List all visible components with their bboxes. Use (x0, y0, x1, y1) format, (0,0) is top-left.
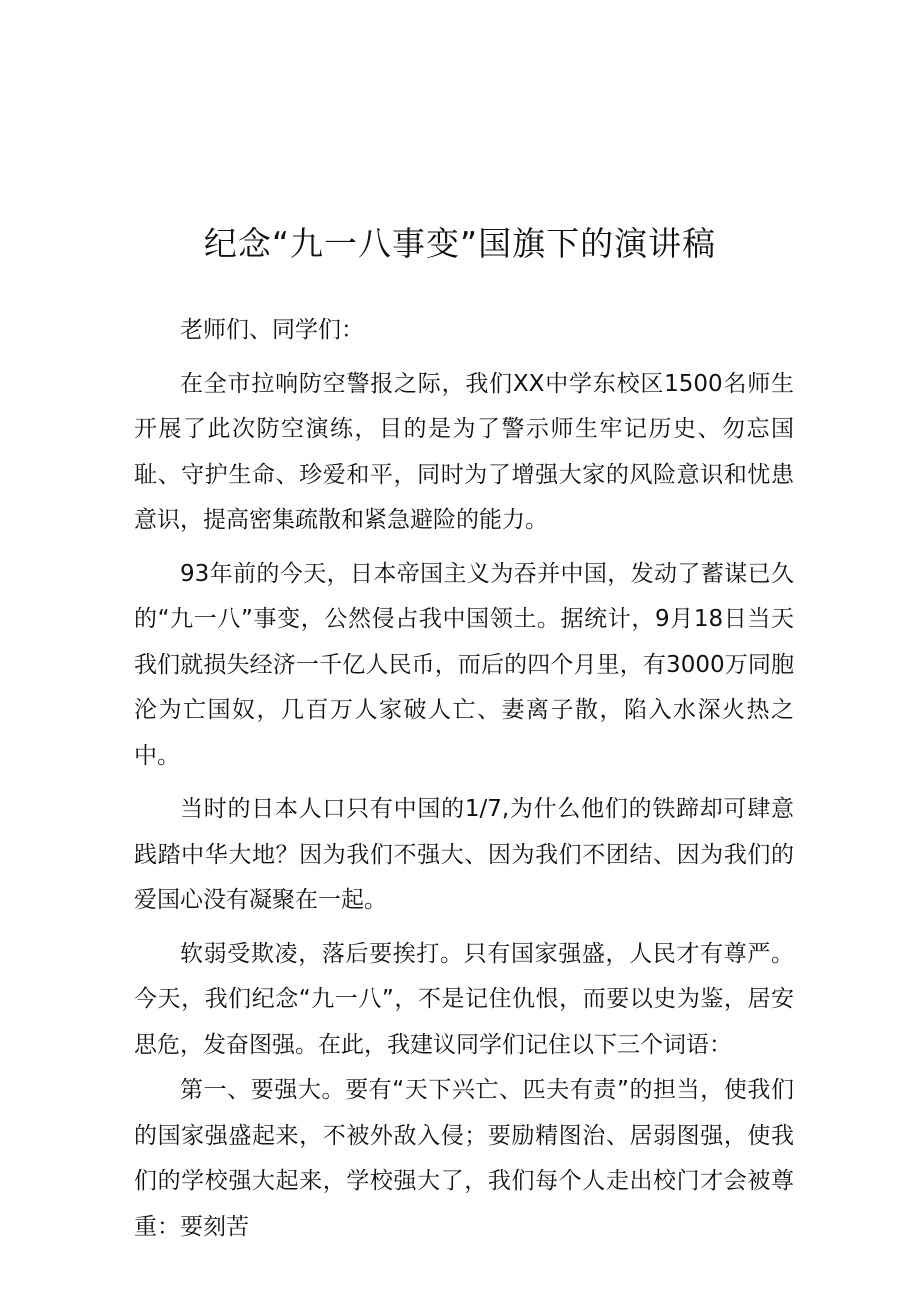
paragraph-lesson: 软弱受欺凌，落后要挨打。只有国家强盛，人民才有尊严。今天，我们纪念“九一八”，不是记住仇恨，而要以史为鉴，居安思危，发奋图强。在此，我建议同学们记住以下三个词语： (134, 940, 794, 1058)
paragraph-drill: 在全市拉响防空警报之际，我们XX中学东校区1500名师生开展了此次防空演练，目的是为了警示师生牢记历史、勿忘国耻、守护生命、珍爱和平，同时为了增强大家的风险意识和忧患意识，提高密集疏散和紧急避险的能力。 (134, 370, 794, 533)
paragraph-reason: 当时的日本人口只有中国的1/7,为什么他们的铁蹄却可肆意践踏中华大地？因为我们不强大、因为我们不团结、因为我们的爱国心没有凝聚在一起。 (134, 796, 794, 913)
paragraph-greeting: 老师们、同学们： (180, 317, 364, 343)
paragraph-first-point: 第一、要强大。要有“天下兴亡、匹夫有责”的担当，使我们的国家强盛起来，不被外敌入侵；要励精图治、居弱图强，使我们的学校强大起来，学校强大了，我们每个人走出校门才会被尊重：要刻苦 (134, 1077, 794, 1240)
document-title: 纪念“九一八事变”国旗下的演讲稿 (203, 224, 717, 263)
document-body (134, 308, 794, 1258)
paragraph-history: 93年前的今天，日本帝国主义为吞并中国，发动了蓄谋已久的“九一八”事变，公然侵占我中国领土。据统计，9月18日当天我们就损失经济一千亿人民币，而后的四个月里，有3000万同胞沦为亡国奴，几百万人家破人亡、妻离子散，陷入水深火热之中。 (134, 560, 794, 769)
